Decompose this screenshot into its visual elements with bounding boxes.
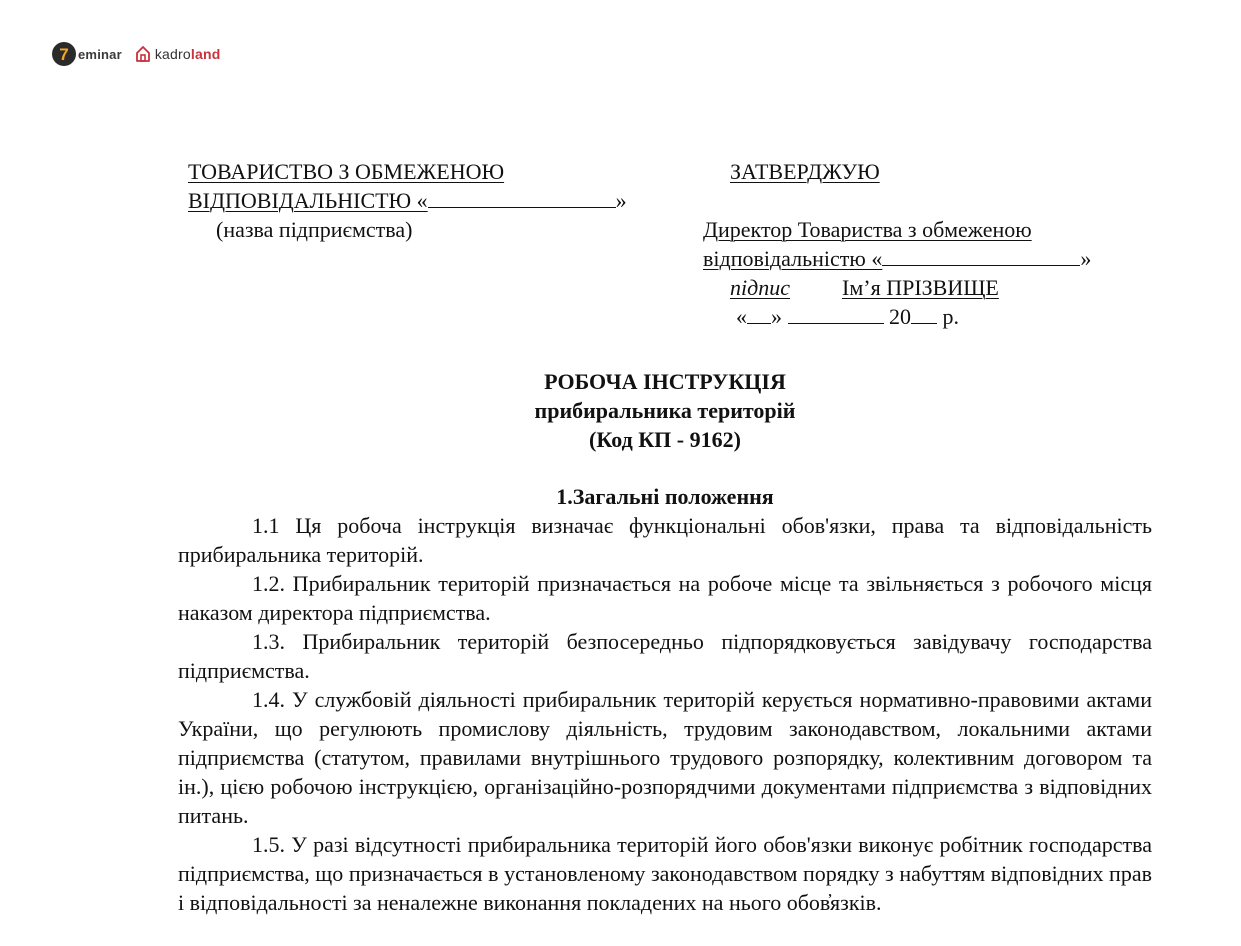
paragraph: 1.3. Прибиральник територій безпосередньо підпорядковується завідувачу господарства підприємства. [178,629,1152,683]
org-name-line1: ТОВАРИСТВО З ОБМЕЖЕНОЮ [188,159,505,184]
org-name-caption: (назва підприємства) [216,217,413,242]
paragraph: 1.4. У службовій діяльності прибиральник територій керується нормативно-правовими актами України, що регулюють промислову діяльність, трудовим законодавством, локальними актами підприємства (статутом, правилами внутрішнього трудового розпорядку, колективним договором та ін.), цією робочою інструкцією, організаційно-розпорядчими документами підприємства з відповідних питань. [178,687,1152,828]
section-body [178,511,1152,917]
doc-title-line3: (Код КП - 9162) [589,427,741,452]
date-line: « » 20 р. [736,304,959,329]
logos [52,40,220,68]
signature-label: підпис [730,275,791,300]
signature-row [730,273,999,302]
approve-title: ЗАТВЕРДЖУЮ [730,159,880,184]
house-icon [135,45,151,63]
director-line2: відповідальністю « » [703,246,1092,271]
director-line1: Директор Товариства з обмеженою [703,217,1032,242]
paragraph: 1.1 Ця робоча інструкція визначає функціональні обов'язки, права та відповідальність прибиральника територій. [178,513,1152,567]
section-heading: 1.Загальні положення [556,484,774,509]
doc-title-line2: прибиральника територій [534,398,796,423]
paragraph: 1.2. Прибиральник територій призначається на робоче місце та звільняється з робочого місця наказом директора підприємства. [178,571,1152,625]
seminar-logo-text: eminar [78,46,122,62]
paragraph: 1.5. У разі відсутності прибиральника територій його обов'язки виконує робітник господарства підприємства, що призначається в установленому законодавством порядку з набуттям відповідних прав і відповідальності за неналежне виконання покладених на нього обов̓язків. [178,832,1152,915]
doc-title-line1: РОБОЧА ІНСТРУКЦІЯ [544,369,786,394]
seminar-logo-badge: 7 [52,42,76,66]
org-name-line2: ВІДПОВІДАЛЬНІСТЮ « » [188,188,627,213]
name-label: Ім’я ПРІЗВИЩЕ [842,275,999,300]
kadroland-logo-text: kadroland [154,46,221,62]
